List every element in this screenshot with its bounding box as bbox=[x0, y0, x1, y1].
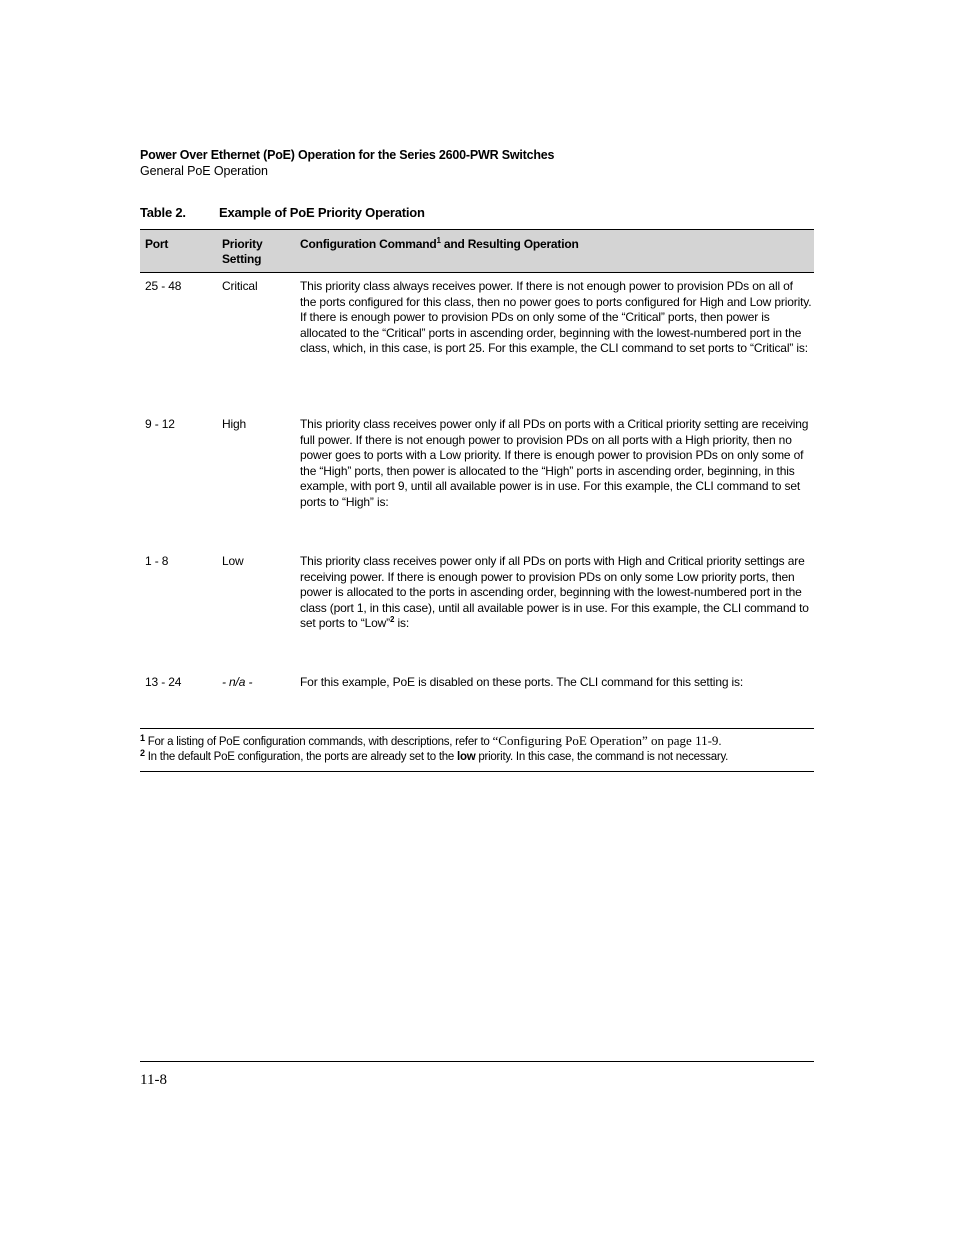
row-priority: Critical bbox=[222, 279, 258, 293]
footnote-mark: 1 bbox=[140, 733, 145, 743]
header-config-rest: and Resulting Operation bbox=[440, 237, 579, 251]
table-caption-number: Table 2. bbox=[140, 205, 186, 220]
footer-rule bbox=[140, 1061, 814, 1062]
running-header-title: Power Over Ethernet (PoE) Operation for the Series 2600-PWR Switches bbox=[140, 148, 555, 162]
header-config-text: Configuration Command bbox=[300, 237, 437, 251]
row-description-text: This priority class receives power only if all PDs on ports with High and Critical priority settings are receiving power. If there is enough power to provision PDs on only some Low priority ports, then power is allocated to the ports in ascending order, beginning with the lowest-numbered port in the class (port 1, in this case), until all available power is in use. For this example, the CLI command to set ports to “Low” bbox=[300, 554, 809, 631]
row-description: For this example, PoE is disabled on these ports. The CLI command for this setting is: bbox=[300, 675, 744, 689]
row-description bbox=[300, 554, 812, 632]
header-priority-line2: Setting bbox=[222, 252, 262, 266]
header-config bbox=[300, 237, 579, 251]
row-priority: Low bbox=[222, 554, 244, 568]
table-footnotes bbox=[140, 728, 814, 772]
footnote-ref-2: 2 bbox=[390, 615, 395, 625]
row-description: This priority class receives power only if all PDs on ports with a Critical priority setting are receiving full power. If there is not enough power to provision PDs on all ports with a High priority, then no power goes to ports with a Low priority. If there is enough power to provision PDs on only some of the “High” ports, then power is allocated to the “High” ports in ascending order, beginning, in this example, with port 9, until all available power is in use. For this example, the CLI command to set ports to “High” is: bbox=[300, 417, 809, 509]
priority-table bbox=[140, 229, 814, 689]
table-header bbox=[140, 229, 814, 273]
header-port: Port bbox=[145, 237, 169, 251]
row-priority: High bbox=[222, 417, 247, 431]
footnote-2 bbox=[140, 750, 814, 765]
header-priority bbox=[222, 237, 282, 267]
table-caption-title: Example of PoE Priority Operation bbox=[219, 205, 425, 220]
header-priority-line1: Priority bbox=[222, 237, 263, 251]
footnote-text-after: priority. In this case, the command is not necessary. bbox=[475, 751, 729, 763]
row-description: This priority class always receives power. If there is not enough power to provision PDs on all of the ports configured for this class, then no power goes to ports configured for High and Low priority. If there is enough power to provision PDs on only some of the “Critical” ports, then power is allocated to the “Critical” ports in ascending order, beginning with the lowest-numbered port in the class, which, in this case, is port 25. For this example, the CLI command to set ports to “Critical” is: bbox=[300, 279, 812, 356]
footnote-link[interactable]: “Configuring PoE Operation” on page 11-9 bbox=[492, 733, 719, 748]
footnote-text: In the default PoE configuration, the ports are already set to the bbox=[147, 751, 458, 763]
row-port: 9 - 12 bbox=[145, 417, 175, 431]
footnote-ref-1: 1 bbox=[436, 236, 441, 245]
footnote-text: For a listing of PoE configuration commands, with descriptions, refer to bbox=[147, 736, 493, 748]
footnote-1 bbox=[140, 733, 814, 750]
row-port: 25 - 48 bbox=[145, 279, 182, 293]
row-priority: - n/a - bbox=[222, 675, 253, 689]
footnote-end: . bbox=[718, 736, 722, 748]
running-header-subtitle: General PoE Operation bbox=[140, 164, 268, 178]
page-number: 11-8 bbox=[140, 1072, 167, 1088]
footnote-mark: 2 bbox=[140, 748, 145, 758]
row-description-end: is: bbox=[394, 616, 410, 631]
table-caption bbox=[140, 205, 425, 220]
row-port: 13 - 24 bbox=[145, 675, 182, 689]
footnote-bold: low bbox=[457, 751, 476, 763]
row-port: 1 - 8 bbox=[145, 554, 169, 568]
